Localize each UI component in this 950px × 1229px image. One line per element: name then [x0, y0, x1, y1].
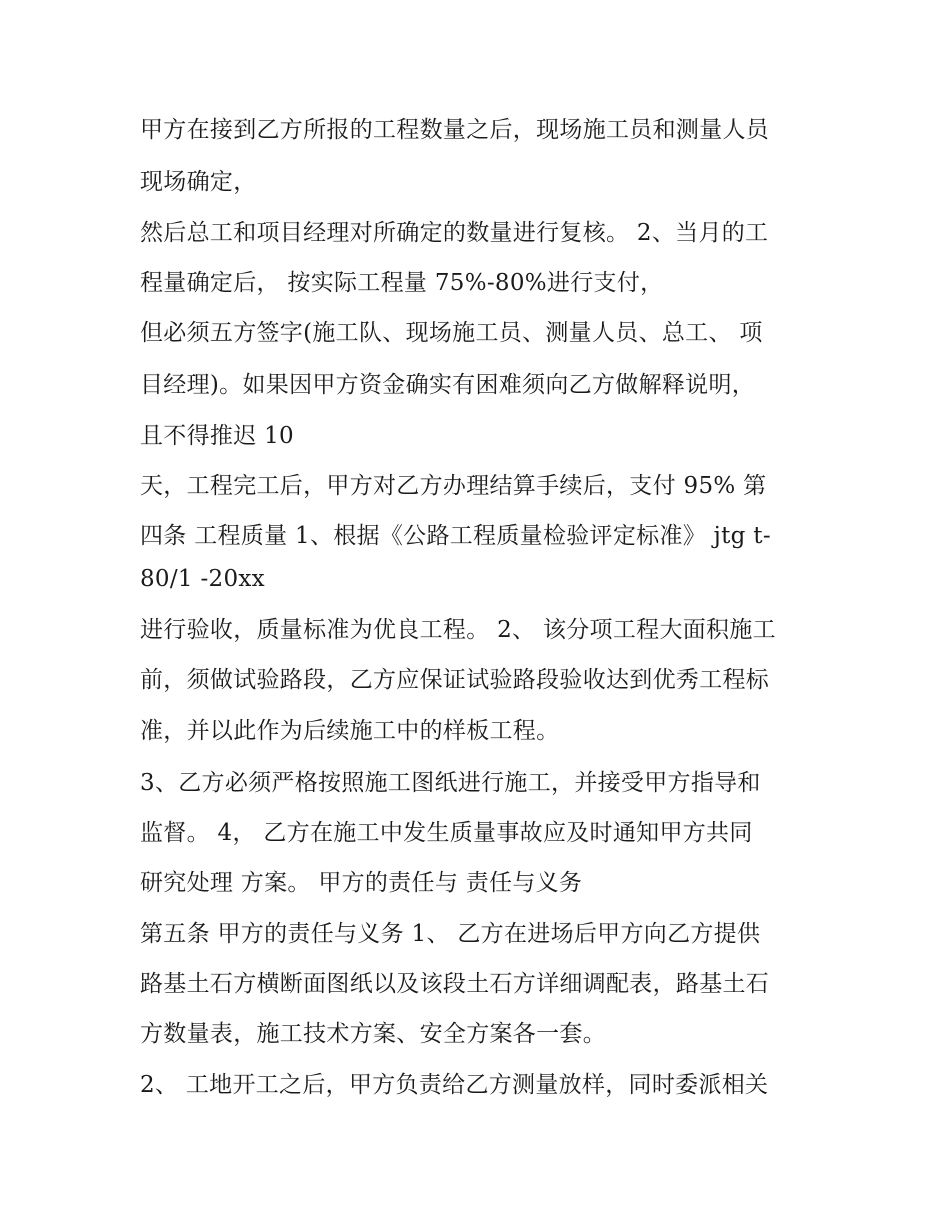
text-line: 80/1 -20xx: [140, 566, 265, 592]
text-line: 程量确定后， 按实际工程量 75%-80%进行支付，: [140, 270, 664, 296]
text-line: 但必须五方签字(施工队、现场施工员、测量人员、总工、 项: [140, 320, 763, 346]
text-line: 进行验收，质量标准为优良工程。 2、 该分项工程大面积施工: [140, 617, 776, 643]
text-line: 监督。 4， 乙方在施工中发生质量事故应及时通知甲方共同: [140, 820, 753, 846]
text-line: 路基土石方横断面图纸以及该段土石方详细调配表，路基土石: [140, 971, 770, 997]
text-line: 第五条 甲方的责任与义务 1、 乙方在进场后甲方向乙方提供: [140, 921, 761, 947]
text-line: 目经理)。如果因甲方资金确实有困难须向乙方做解释说明，: [140, 372, 756, 398]
text-line: 2、 工地开工之后，甲方负责给乙方测量放样，同时委派相关: [140, 1072, 769, 1098]
text-line: 且不得推迟 10: [140, 423, 294, 449]
text-line: 然后总工和项目经理对所确定的数量进行复核。 2、当月的工: [140, 220, 769, 246]
text-line: 现场确定，: [140, 169, 257, 195]
text-line: 天，工程完工后，甲方对乙方办理结算手续后，支付 95% 第: [140, 473, 767, 499]
text-line: 前，须做试验路段，乙方应保证试验路段验收达到优秀工程标: [140, 667, 770, 693]
text-line: 四条 工程质量 1、根据《公路工程质量检验评定标准》 jtg t-: [140, 523, 771, 549]
text-line: 方数量表，施工技术方案、安全方案各一套。: [140, 1021, 606, 1047]
text-line: 3、乙方必须严格按照施工图纸进行施工，并接受甲方指导和: [140, 770, 761, 796]
text-line: 甲方在接到乙方所报的工程数量之后，现场施工员和测量人员: [140, 117, 770, 143]
text-line: 准，并以此作为后续施工中的样板工程。: [140, 718, 560, 744]
text-line: 研究处理 方案。 甲方的责任与 责任与义务: [140, 870, 583, 896]
